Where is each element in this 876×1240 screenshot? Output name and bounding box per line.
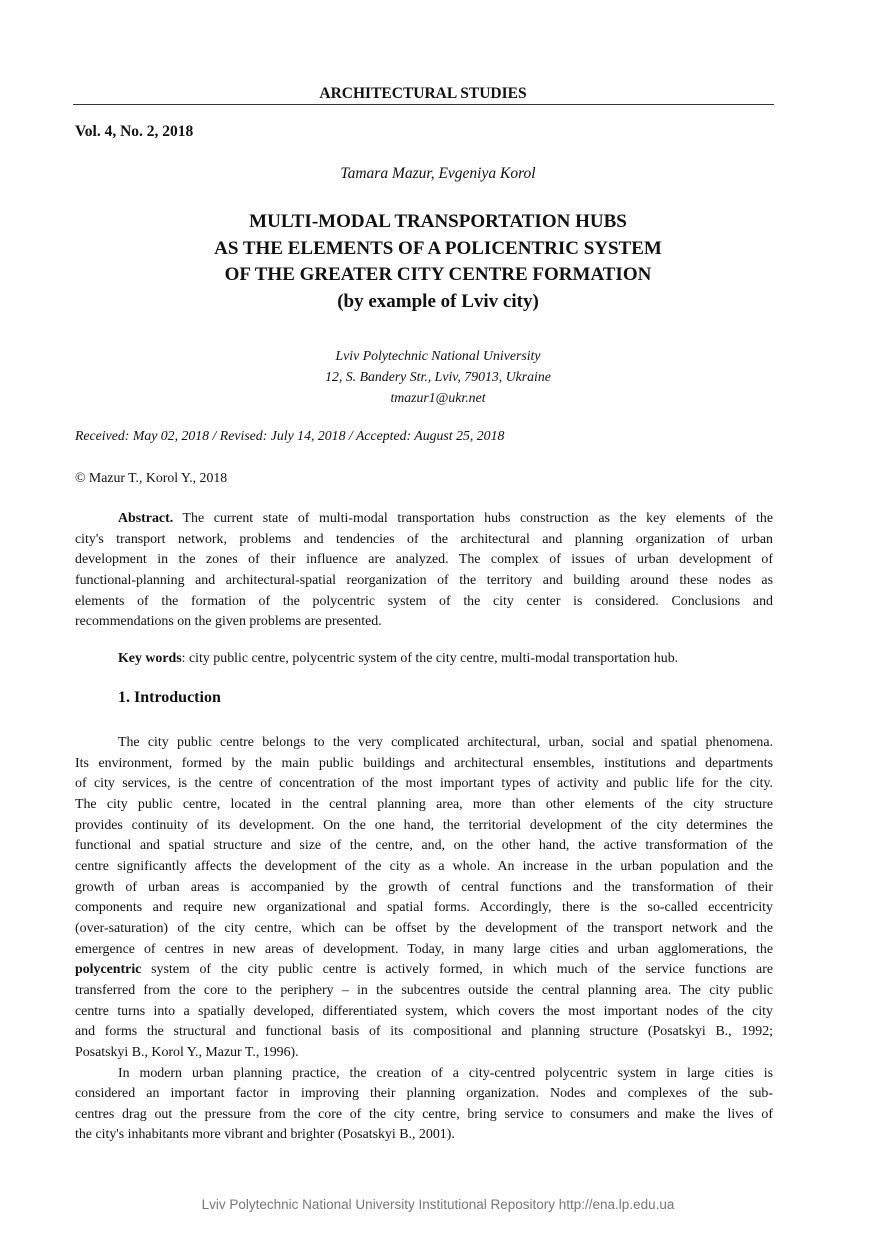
abstract xyxy=(75,509,773,633)
email[interactable]: tmazur1@ukr.net xyxy=(390,390,486,405)
emphasis: polycentric xyxy=(75,962,142,978)
text-line: and forms the structural and functional basis of its compositional and planning structure (Posatskyi B., 1992; xyxy=(75,1024,773,1040)
abstract-line: Abstract. The current state of multi-modal transportation hubs construction as the key elements of the xyxy=(118,511,773,526)
text-line: Posatskyi B., Korol Y., Mazur T., 1996). xyxy=(75,1044,299,1060)
text-line: of city services, is the centre of concentration of the most important types of activity and public life for the city. xyxy=(75,776,773,792)
journal-name: ARCHITECTURAL STUDIES xyxy=(319,85,527,102)
copyright: © Mazur T., Korol Y., 2018 xyxy=(75,470,228,485)
text-line: centres drag out the pressure from the core of the city centre, bring service to consumers and make the lives of xyxy=(75,1106,773,1122)
body-text xyxy=(75,733,773,1146)
address: 12, S. Bandery Str., Lviv, 79013, Ukraine xyxy=(325,369,551,384)
abstract-label: Abstract. xyxy=(118,511,174,526)
title-line: (by example of Lviv city) xyxy=(337,290,539,312)
text-line: functional and spatial structure and size of the centre, and, on the other hand, the active transformation of the xyxy=(75,838,773,854)
title-line: AS THE ELEMENTS OF A POLICENTRIC SYSTEM xyxy=(214,237,662,259)
authors: Tamara Mazur, Evgeniya Korol xyxy=(340,165,536,182)
abstract-line: functional-planning and architectural-spatial reorganization of the territory and building around these nodes as xyxy=(75,572,773,588)
text-line: considered an important factor in improving their planning organization. Nodes and complexes of the sub- xyxy=(75,1086,773,1102)
text-line: polycentric system of the city public centre is actively formed, in which much of the service functions are xyxy=(75,962,773,978)
abstract-line: recommendations on the given problems are presented. xyxy=(75,614,382,630)
keywords: Key words: city public centre, polycentric system of the city centre, multi-modal transportation hub. xyxy=(118,651,679,666)
text-line: provides continuity of its development. On the one hand, the territorial development of the city determines the xyxy=(75,817,773,833)
abstract-line: city's transport network, problems and tendencies of the architectural and planning organization of urban xyxy=(75,531,773,547)
header-rule xyxy=(73,104,774,105)
affiliation xyxy=(0,345,876,408)
text-line: In modern urban planning practice, the creation of a city-centred polycentric system in large cities is xyxy=(118,1065,773,1081)
text-line: the city's inhabitants more vibrant and brighter (Posatskyi B., 2001). xyxy=(75,1127,455,1143)
section-heading: 1. Introduction xyxy=(118,689,221,706)
title-line: OF THE GREATER CITY CENTRE FORMATION xyxy=(224,264,652,285)
text-line: components and require new organizational and spatial forms. Accordingly, there is the so-called eccentricity xyxy=(75,900,773,916)
text-line: centre turns into a spatially developed, differentiated system, which covers the most important nodes of the city xyxy=(75,1003,773,1019)
text-line: centre significantly affects the development of the city as a whole. An increase in the urban population and the xyxy=(75,858,773,874)
text-line: (over-saturation) of the city centre, which can be offset by the development of the transport network and the xyxy=(75,920,773,936)
institution: Lviv Polytechnic National University xyxy=(335,348,541,363)
abstract-line: development in the zones of their influence are analyzed. The complex of issues of urban development of xyxy=(75,552,773,568)
abstract-line: elements of the formation of the polycentric system of the city center is considered. Conclusions and xyxy=(75,593,773,609)
text-line: Its environment, formed by the main public buildings and architectural ensembles, institutions and departments xyxy=(75,755,773,771)
text-line: emergence of centres in new areas of development. Today, in many large cities and urban agglomerations, the xyxy=(75,941,773,957)
text-line: The city public centre belongs to the very complicated architectural, urban, social and spatial phenomena. xyxy=(118,735,773,750)
keywords-label: Key words xyxy=(118,651,182,666)
submission-dates: Received: May 02, 2018 / Revised: July 14, 2018 / Accepted: August 25, 2018 xyxy=(75,428,505,443)
repository-footer: Lviv Polytechnic National University Institutional Repository http://ena.lp.edu.ua xyxy=(201,1197,675,1212)
text-line: transferred from the core to the periphery – in the subcentres outside the central planning area. The city public xyxy=(75,982,773,998)
text-line: growth of urban areas is accompanied by the growth of central functions and the transformation of their xyxy=(75,879,773,895)
text-line: The city public centre, located in the central planning area, more than other elements of the city structure xyxy=(75,796,773,812)
title-line: MULTI-MODAL TRANSPORTATION HUBS xyxy=(249,211,627,232)
paper-title xyxy=(0,209,876,315)
volume-info: Vol. 4, No. 2, 2018 xyxy=(75,123,194,140)
